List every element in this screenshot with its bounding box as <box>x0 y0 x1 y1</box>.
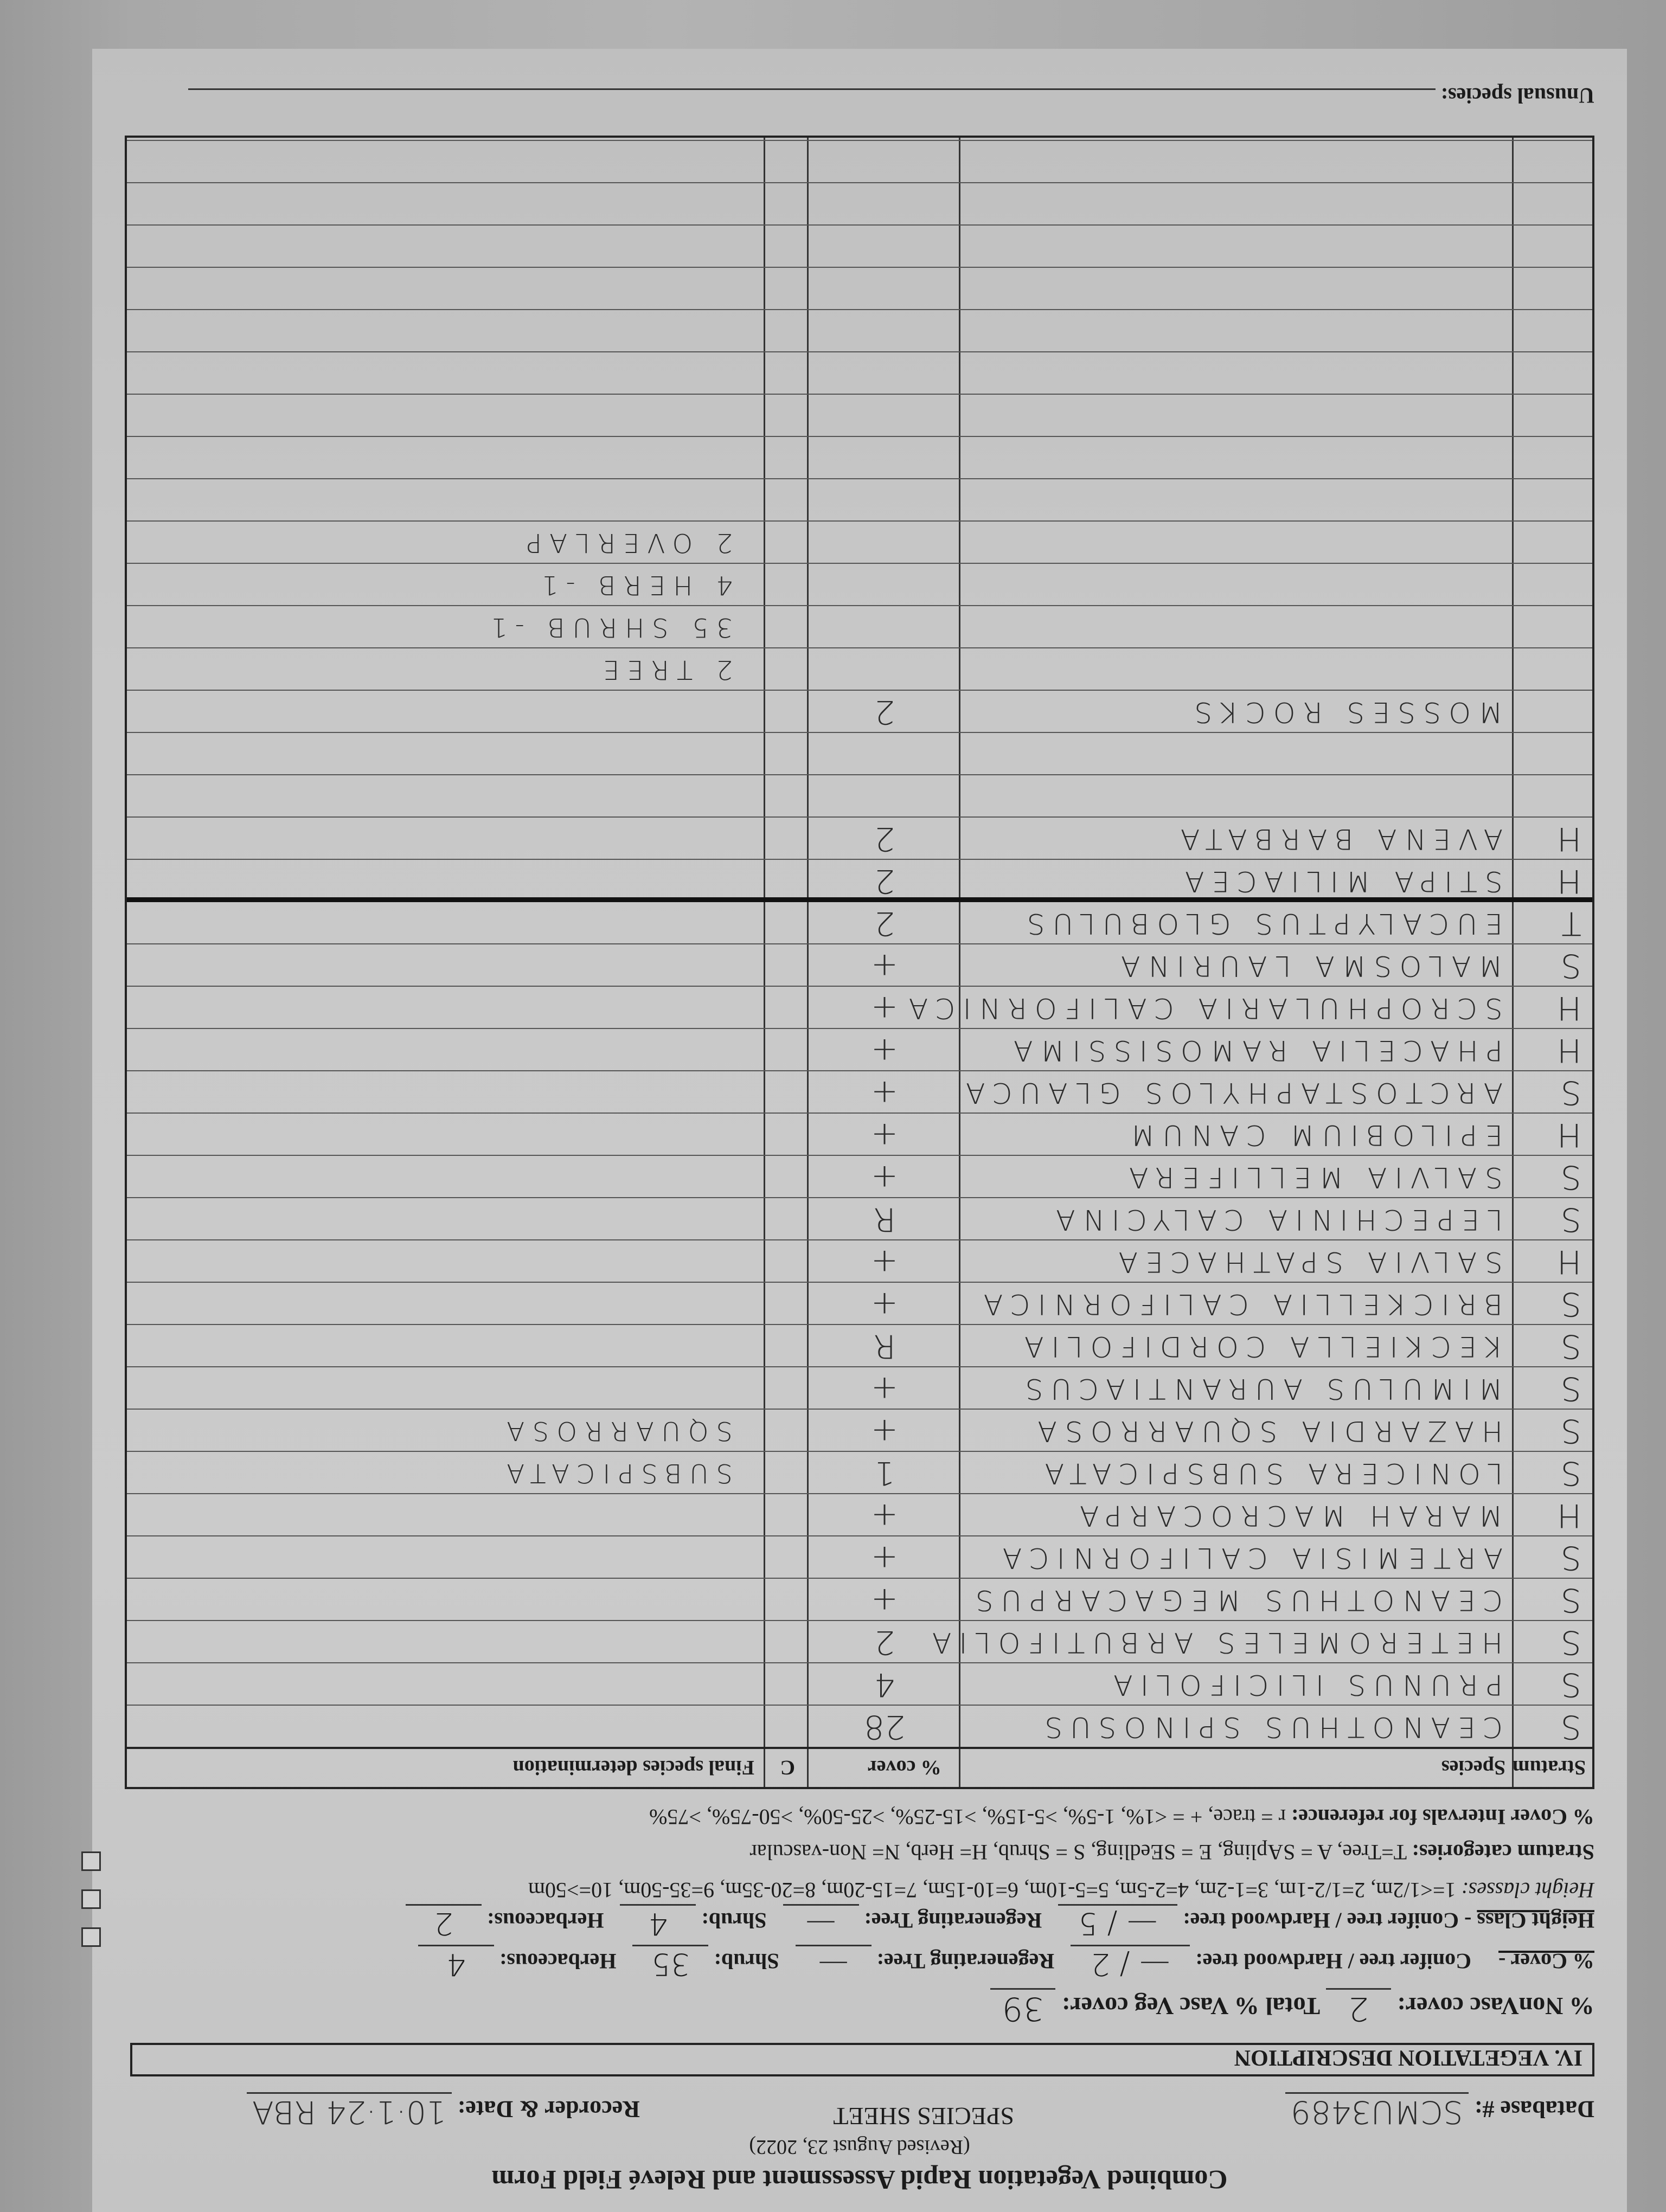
cover-cell: + <box>870 1285 899 1323</box>
height-classes-label: Height classes: <box>1461 1878 1594 1902</box>
table-row <box>127 943 1592 987</box>
cover-cell <box>819 355 950 393</box>
cover-cell: R <box>873 1327 896 1365</box>
recorder-value: 10·1·24 RBA <box>247 2092 452 2131</box>
table-row <box>127 1070 1592 1114</box>
stratum-cell: H <box>1556 1116 1581 1154</box>
stratum-cell: H <box>1556 1496 1581 1534</box>
final-determination-cell: 2 OVERLAP <box>518 528 733 558</box>
table-row <box>127 309 1592 352</box>
total-label: Total % Vasc Veg cover: <box>1061 1992 1321 2020</box>
species-cell: CEANOTHUS MEGACARPUS <box>967 1584 1503 1616</box>
unusual-line <box>188 88 1436 90</box>
table-row <box>127 182 1592 226</box>
cover-cell: + <box>870 1412 899 1450</box>
species-cell: STIPA MILIACEA <box>1177 865 1503 897</box>
stratum-cell: S <box>1560 1539 1581 1577</box>
table-row <box>127 605 1592 648</box>
cover-shrub-value: 35 <box>633 1945 709 1982</box>
stratum-cell: S <box>1560 1623 1581 1661</box>
species-cell: EPILOBIUM CANUM <box>1123 1118 1503 1151</box>
table-row <box>127 394 1592 437</box>
database-field <box>1285 2094 1594 2131</box>
cover-cell: + <box>870 1073 899 1111</box>
cover-herb-label: Herbaceous: <box>499 1949 617 1973</box>
table-row <box>127 897 1592 944</box>
cover-cell <box>819 524 950 562</box>
header-c: C <box>780 1756 795 1779</box>
stratum-text: T=Tree, A = SApling, E = SEedling, S = Shrub, H= Herb, N= Non-vascular <box>749 1840 1407 1864</box>
species-cell: SALVIA SPATHACEA <box>1111 1245 1503 1278</box>
cover-cell: + <box>870 1539 899 1577</box>
stratum-cell: H <box>1556 1031 1581 1069</box>
table-row <box>127 1705 1592 1748</box>
stratum-cell: S <box>1560 1666 1581 1703</box>
stratum-cell: H <box>1556 820 1581 858</box>
header-species: Species <box>1441 1756 1505 1779</box>
final-determination-cell: SUBSPICATA <box>499 1458 733 1488</box>
table-header <box>127 1747 1592 1787</box>
table-row <box>127 690 1592 733</box>
cover-cell: 2 <box>874 1623 895 1661</box>
nonvasc-label: % NonVasc cover: <box>1397 1992 1594 2020</box>
stratum-cell: H <box>1556 989 1581 1027</box>
total-value: 39 <box>990 1988 1055 2028</box>
database-value: SCMU3489 <box>1285 2092 1468 2131</box>
cover-cell: 28 <box>863 1708 906 1746</box>
stratum-cell: S <box>1560 1285 1581 1323</box>
table-row <box>127 351 1592 395</box>
height-shrub-value: 4 <box>620 1904 696 1941</box>
checkbox[interactable] <box>81 1851 101 1871</box>
revision-date: (Revised August 23, 2022) <box>749 2136 970 2158</box>
header-stratum: Stratum <box>1512 1756 1586 1779</box>
species-cell: MOSSES ROCKS <box>1187 696 1503 728</box>
height-row-label: Height Class <box>1477 1908 1594 1933</box>
stratum-cell: H <box>1556 862 1581 900</box>
height-herb-value: 2 <box>406 1904 482 1941</box>
stratum-cell: S <box>1560 947 1581 985</box>
cover-cell <box>819 312 950 350</box>
final-determination-cell: 2 TREE <box>595 654 733 685</box>
cover-cell: 4 <box>874 1666 895 1703</box>
cover-intervals-label: % Cover Intervals for reference: <box>1291 1805 1594 1829</box>
final-determination-cell: SQUARROSA <box>499 1416 733 1446</box>
stratum-categories <box>750 1840 1594 1865</box>
section-heading: IV. VEGETATION DESCRIPTION <box>130 2043 1594 2076</box>
species-cell: AVENA BARBATA <box>1172 822 1503 855</box>
table-row <box>127 436 1592 479</box>
cover-cell <box>819 651 950 689</box>
species-cell: HAZARDIA SQUARROSA <box>1030 1414 1503 1447</box>
species-cell: MARAH MACROCARPA <box>1072 1499 1503 1532</box>
table-row <box>127 1535 1592 1579</box>
recorder-label: Recorder & Date: <box>457 2096 640 2123</box>
table-row <box>127 224 1592 268</box>
height-classes-text: 1=<1/2m, 2=1/2-1m, 3=1-2m, 4=2-5m, 5=5-10m, 6=10-15m, 7=15-20m, 8=20-35m, 9=35-50m, 10=>50m <box>528 1878 1456 1902</box>
final-determination-cell: 35 SHRUB -1 <box>483 612 733 642</box>
cover-intervals <box>649 1804 1594 1830</box>
height-shrub-label: Shrub: <box>701 1908 767 1933</box>
stratum-label: Stratum categories: <box>1412 1840 1594 1864</box>
cover-shrub-label: Shrub: <box>714 1949 779 1973</box>
cover-cell <box>819 608 950 646</box>
field-form-sheet <box>92 49 1627 2212</box>
height-herb-label: Herbaceous: <box>486 1908 604 1933</box>
table-row <box>127 1578 1592 1621</box>
table-row <box>127 986 1592 1029</box>
stratum-cell: S <box>1560 1073 1581 1111</box>
cover-cell: 2 <box>874 862 895 900</box>
cover-cell <box>819 397 950 435</box>
height-classes <box>528 1877 1594 1903</box>
cover-regen-value: — <box>796 1945 872 1982</box>
height-tree-value: — / 5 <box>1058 1904 1177 1941</box>
species-cell: PHACELIA RAMOSISSIMA <box>1005 1034 1503 1066</box>
table-row <box>127 1451 1592 1494</box>
cover-cell <box>819 439 950 477</box>
table-row <box>127 1282 1592 1325</box>
species-cell: ARTEMISIA CALIFORNICA <box>995 1541 1503 1574</box>
table-row <box>127 647 1592 691</box>
species-cell: BRICKELLIA CALIFORNICA <box>976 1288 1503 1320</box>
cover-cell <box>819 143 950 181</box>
cover-cell: + <box>870 1158 899 1196</box>
table-row <box>127 1324 1592 1367</box>
database-label: Database #: <box>1474 2096 1594 2123</box>
height-regen-value: — <box>783 1904 859 1941</box>
table-row <box>127 859 1592 902</box>
table-row <box>127 520 1592 564</box>
species-cell: PRUNUS ILICIFOLIA <box>1105 1668 1503 1701</box>
stratum-cell: T <box>1561 904 1581 942</box>
species-cell: MIMULUS AURANTIACUS <box>1017 1372 1503 1405</box>
table-row <box>127 732 1592 775</box>
stratum-cell: S <box>1560 1327 1581 1365</box>
cover-cell <box>819 185 950 223</box>
cover-row <box>418 1945 1594 1982</box>
cover-cell: 2 <box>874 820 895 858</box>
table-row <box>127 1493 1592 1536</box>
cover-tree-label: Conifer tree / Hardwood tree: <box>1195 1949 1471 1973</box>
cover-cell <box>819 777 950 815</box>
stratum-cell: H <box>1556 1243 1581 1281</box>
cover-cell <box>819 566 950 604</box>
cover-cell: 2 <box>874 904 895 942</box>
stratum-cell: S <box>1560 1200 1581 1238</box>
table-row <box>127 774 1592 818</box>
height-tree-label: - Conifer tree / Hardwood tree: <box>1183 1908 1472 1933</box>
cover-intervals-text: r = trace, + = <1%, 1-5%, >5-15%, >15-25%, >25-50%, >50-75%, >75% <box>649 1805 1286 1829</box>
table-row <box>127 140 1592 183</box>
cover-cell: + <box>870 1116 899 1154</box>
sheet-title: SPECIES SHEET <box>833 2102 1014 2130</box>
cover-cell <box>819 228 950 266</box>
stratum-cell: S <box>1560 1158 1581 1196</box>
species-cell: LONICERA SUBSPICATA <box>1037 1457 1503 1489</box>
height-regen-label: Regenerating Tree: <box>864 1908 1042 1933</box>
cover-summary <box>990 1988 1594 2028</box>
table-row <box>127 1155 1592 1198</box>
stratum-cell: S <box>1560 1708 1581 1746</box>
cover-cell: + <box>870 1581 899 1619</box>
table-row <box>127 267 1592 310</box>
table-row <box>127 1366 1592 1410</box>
species-cell: MALOSMA LAURINA <box>1113 949 1503 982</box>
height-row <box>406 1904 1594 1941</box>
cover-cell: + <box>870 989 899 1027</box>
table-row <box>127 563 1592 606</box>
table-row <box>127 478 1592 522</box>
cover-cell <box>819 735 950 773</box>
cover-cell: + <box>870 1496 899 1534</box>
checkbox[interactable] <box>81 1889 101 1909</box>
unusual-species <box>188 83 1594 108</box>
stratum-cell: S <box>1560 1581 1581 1619</box>
checkbox[interactable] <box>81 1927 101 1947</box>
table-row <box>127 1662 1592 1706</box>
cover-cell: + <box>870 947 899 985</box>
table-row <box>127 1409 1592 1452</box>
species-cell: CEANOTHUS SPINOSUS <box>1037 1711 1503 1743</box>
form-title: Combined Vegetation Rapid Assessment and Relevé Field Form <box>491 2165 1228 2195</box>
species-cell: ARCTOSTAPHYLOS GLAUCA <box>958 1076 1503 1109</box>
final-determination-cell: 4 HERB -1 <box>534 570 733 600</box>
cover-cell: + <box>870 1243 899 1281</box>
species-cell: HETEROMELES ARBUTIFOLIA <box>924 1626 1503 1658</box>
cover-cell: + <box>870 1031 899 1069</box>
table-row <box>127 1197 1592 1240</box>
stratum-cell: S <box>1560 1369 1581 1407</box>
cover-cell: R <box>873 1200 896 1238</box>
stratum-cell: S <box>1560 1412 1581 1450</box>
species-cell: SCROPHULARIA CALIFORNICA <box>901 992 1503 1024</box>
species-cell: KECKIELLA CORDIFOLIA <box>1016 1330 1503 1362</box>
cover-cell: 1 <box>874 1454 895 1492</box>
species-table <box>125 136 1594 1789</box>
table-row <box>127 1113 1592 1156</box>
cover-tree-value: — / 2 <box>1071 1945 1190 1982</box>
table-row <box>127 1239 1592 1283</box>
cover-cell <box>819 481 950 519</box>
cover-herb-value: 4 <box>418 1945 494 1982</box>
stratum-cell: S <box>1560 1454 1581 1492</box>
cover-cell <box>819 270 950 308</box>
species-cell: SALVIA MELLIFERA <box>1121 1161 1503 1193</box>
table-row <box>127 1028 1592 1071</box>
species-cell: LEPECHINIA CALYCINA <box>1048 1203 1503 1236</box>
species-cell: EUCALYPTUS GLOBULUS <box>1019 907 1503 940</box>
cover-cell: + <box>870 1369 899 1407</box>
cover-cell: 2 <box>874 693 895 731</box>
unusual-label: Unusual species: <box>1440 83 1594 108</box>
recorder-date-field <box>247 2094 640 2131</box>
header-final: Final species determination <box>512 1756 754 1779</box>
header-cover: % cover <box>867 1756 941 1779</box>
table-row <box>127 1620 1592 1663</box>
table-row <box>127 816 1592 860</box>
nonvasc-value: 2 <box>1326 1988 1391 2028</box>
cover-regen-label: Regenerating Tree: <box>876 1949 1055 1973</box>
cover-row-label: % Cover - <box>1498 1949 1594 1973</box>
